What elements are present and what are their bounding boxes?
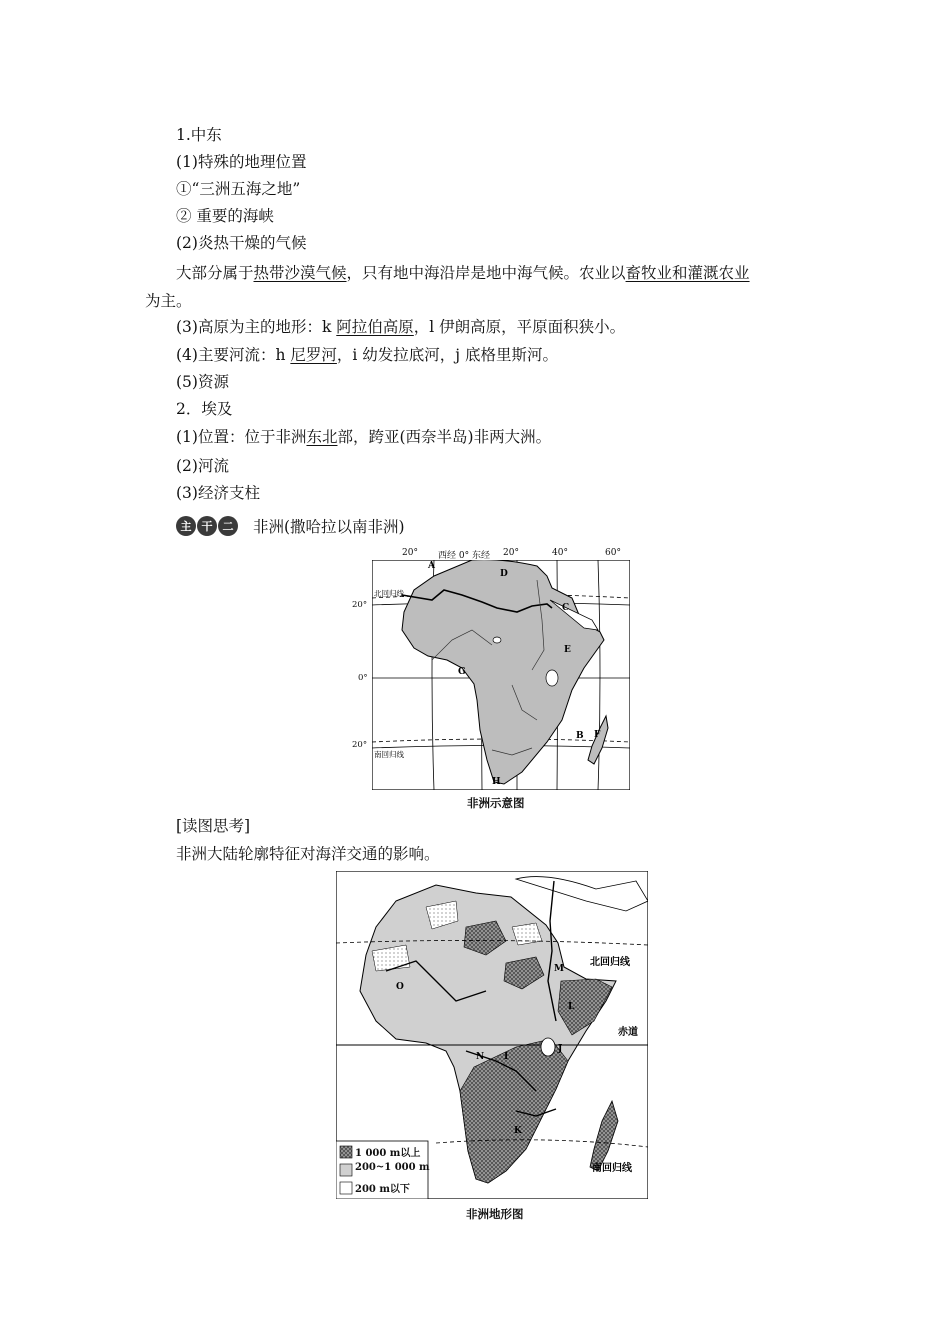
legend-200m: 200 m以下 bbox=[355, 1184, 410, 1195]
terrain-line: (3)高原为主的地形：k 阿拉伯高原，l 伊朗高原，平原面积狭小。 bbox=[176, 318, 626, 336]
svg-text:M: M bbox=[554, 964, 564, 974]
map1-lat-20s: 20° bbox=[352, 740, 368, 750]
item-climate: (2)炎热干燥的气候 bbox=[176, 234, 307, 252]
svg-text:N: N bbox=[476, 1052, 485, 1062]
answer-nile: 尼罗河 bbox=[290, 346, 337, 364]
item-location: (1)特殊的地理位置 bbox=[176, 153, 307, 171]
africa-schematic-map bbox=[372, 560, 630, 790]
svg-text:D: D bbox=[500, 569, 508, 579]
answer-desert-climate: 热带沙漠气候 bbox=[253, 264, 347, 282]
svg-text:I: I bbox=[504, 1052, 509, 1062]
section-title: 非洲(撒哈拉以南非洲) bbox=[253, 518, 405, 536]
svg-text:B: B bbox=[576, 731, 584, 741]
egypt-rivers: (2)河流 bbox=[176, 457, 229, 475]
heading-middle-east: 1.中东 bbox=[176, 126, 222, 144]
svg-text:L: L bbox=[568, 1002, 575, 1012]
svg-text:J: J bbox=[558, 1044, 563, 1054]
item-straits: ② 重要的海峡 bbox=[176, 207, 274, 225]
think-question: 非洲大陆轮廓特征对海洋交通的影响。 bbox=[176, 845, 440, 863]
map2-caption: 非洲地形图 bbox=[466, 1207, 524, 1221]
section-badge-heading bbox=[176, 515, 405, 537]
think-label: [读图思考] bbox=[176, 817, 251, 835]
svg-text:H: H bbox=[492, 777, 501, 787]
item-resources: (5)资源 bbox=[176, 373, 229, 391]
map1-caption: 非洲示意图 bbox=[467, 796, 525, 810]
svg-text:F: F bbox=[594, 730, 601, 740]
svg-text:C: C bbox=[562, 603, 570, 613]
item-three-continents: ①“三洲五海之地” bbox=[176, 180, 301, 198]
svg-text:北回归线: 北回归线 bbox=[374, 589, 404, 598]
climate-paragraph: 大部分属于热带沙漠气候，只有地中海沿岸是地中海气候。农业以畜牧业和灌溉农业 bbox=[176, 264, 750, 282]
badge-char: 干 bbox=[197, 516, 217, 536]
egypt-economy: (3)经济支柱 bbox=[176, 484, 260, 502]
svg-text:O: O bbox=[396, 982, 404, 992]
svg-text:K: K bbox=[514, 1126, 522, 1136]
answer-arabian-plateau: 阿拉伯高原 bbox=[336, 318, 414, 336]
legend-200-1000m: 200~1 000 m bbox=[355, 1162, 430, 1173]
map1-lat-0: 0° bbox=[358, 673, 368, 683]
svg-text:南回归线: 南回归线 bbox=[592, 1163, 632, 1174]
egypt-location: (1)位置：位于非洲东北部，跨亚(西奈半岛)非两大洲。 bbox=[176, 428, 552, 446]
svg-text:E: E bbox=[564, 645, 571, 655]
badge-char: 二 bbox=[218, 516, 238, 536]
heading-egypt: 2．埃及 bbox=[176, 400, 233, 418]
svg-text:北回归线: 北回归线 bbox=[590, 957, 630, 968]
svg-text:赤道: 赤道 bbox=[618, 1027, 638, 1038]
badge-char: 主 bbox=[176, 516, 196, 536]
rivers-line: (4)主要河流：h 尼罗河，i 幼发拉底河，j 底格里斯河。 bbox=[176, 346, 559, 364]
svg-text:南回归线: 南回归线 bbox=[374, 750, 404, 759]
answer-northeast: 东北 bbox=[306, 428, 338, 446]
svg-text:G: G bbox=[458, 667, 466, 677]
answer-agriculture: 畜牧业和灌溉农业 bbox=[625, 264, 750, 282]
legend-1000m: 1 000 m以上 bbox=[355, 1148, 421, 1159]
map1-lat-20n: 20° bbox=[352, 600, 368, 610]
climate-paragraph-end: 为主。 bbox=[145, 292, 192, 310]
svg-text:A: A bbox=[428, 561, 435, 571]
